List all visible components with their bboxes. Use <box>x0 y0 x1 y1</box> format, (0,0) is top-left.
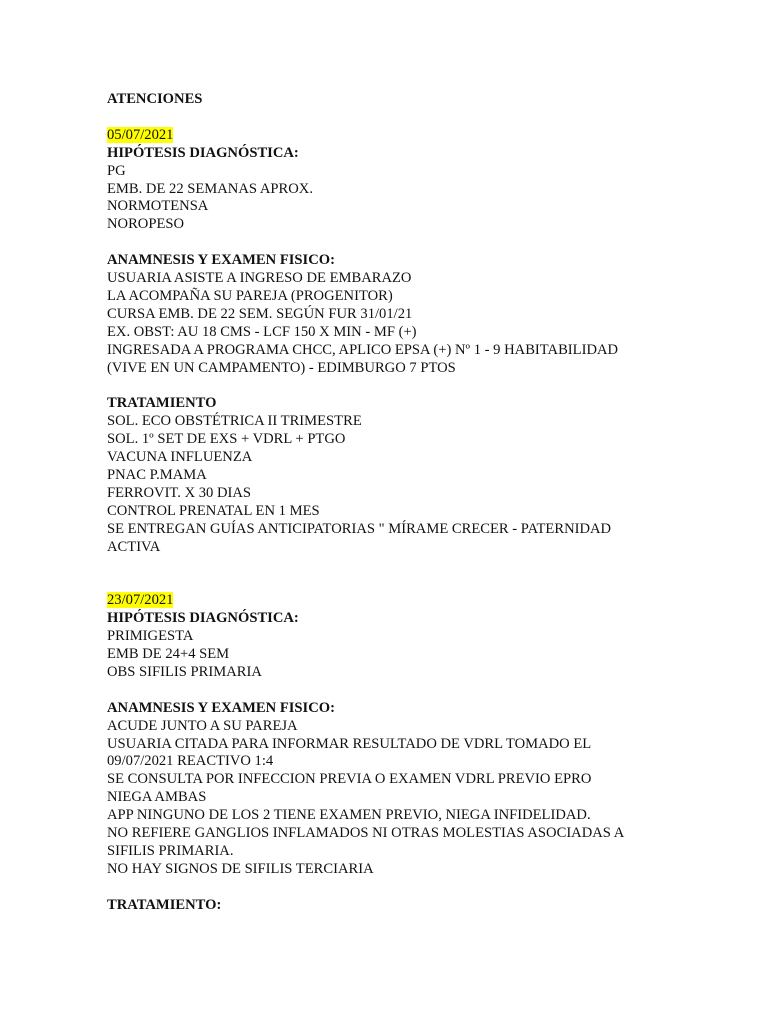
document-title: ATENCIONES <box>107 91 203 107</box>
diagnosis-line: PG <box>107 162 126 179</box>
treatment-line: SOL. ECO OBSTÉTRICA II TRIMESTRE <box>107 413 362 430</box>
treatment-line: SOL. 1º SET DE EXS + VDRL + PTGO <box>107 431 346 448</box>
spacer <box>107 377 667 395</box>
anamnesis-line: ACUDE JUNTO A SU PAREJA <box>107 717 298 734</box>
anamnesis-line: CURSA EMB. DE 22 SEM. SEGÚN FUR 31/01/21 <box>107 305 413 322</box>
visit-1 <box>107 127 667 557</box>
anamnesis-line: NIEGA AMBAS <box>107 789 207 806</box>
diagnosis-heading: HIPÓTESIS DIAGNÓSTICA: <box>107 610 299 627</box>
anamnesis-line: USUARIA ASISTE A INGRESO DE EMBARAZO <box>107 270 412 287</box>
diagnosis-line: NOROPESO <box>107 216 185 233</box>
anamnesis-line: USUARIA CITADA PARA INFORMAR RESULTADO DE VDRL TOMADO EL <box>107 735 592 752</box>
anamnesis-line: 09/07/2021 REACTIVO 1:4 <box>107 753 274 770</box>
diagnosis-line: OBS SIFILIS PRIMARIA <box>107 663 262 680</box>
anamnesis-line: LA ACOMPAÑA SU PAREJA (PROGENITOR) <box>107 287 393 304</box>
anamnesis-line: INGRESADA A PROGRAMA CHCC, APLICO EPSA (+) Nº 1 - 9 HABITABILIDAD <box>107 341 619 358</box>
diagnosis-line: EMB. DE 22 SEMANAS APROX. <box>107 180 313 197</box>
anamnesis-line: NO HAY SIGNOS DE SIFILIS TERCIARIA <box>107 860 374 877</box>
diagnosis-line: PRIMIGESTA <box>107 628 194 645</box>
visit-date: 23/07/2021 <box>107 592 174 609</box>
anamnesis-heading: ANAMNESIS Y EXAMEN FISICO: <box>107 699 335 716</box>
treatment-line: SE ENTREGAN GUÍAS ANTICIPATORIAS " MÍRAME CRECER - PATERNIDAD <box>107 520 612 537</box>
diagnosis-line: NORMOTENSA <box>107 198 209 215</box>
anamnesis-line: NO REFIERE GANGLIOS INFLAMADOS NI OTRAS MOLESTIAS ASOCIADAS A <box>107 825 625 842</box>
diagnosis-heading: HIPÓTESIS DIAGNÓSTICA: <box>107 144 299 161</box>
anamnesis-line: SE CONSULTA POR INFECCION PREVIA O EXAMEN VDRL PREVIO EPRO <box>107 771 592 788</box>
anamnesis-line: SIFILIS PRIMARIA. <box>107 842 234 859</box>
treatment-line: PNAC P.MAMA <box>107 466 207 483</box>
treatment-heading: TRATAMIENTO: <box>107 896 222 913</box>
spacer <box>107 234 667 252</box>
treatment-line: FERROVIT. X 30 DIAS <box>107 484 252 501</box>
visit-2 <box>107 592 667 914</box>
anamnesis-line: (VIVE EN UN CAMPAMENTO) - EDIMBURGO 7 PTOS <box>107 359 456 376</box>
spacer <box>107 879 667 897</box>
treatment-heading: TRATAMIENTO <box>107 395 217 412</box>
diagnosis-line: EMB DE 24+4 SEM <box>107 646 230 663</box>
spacer <box>107 682 667 700</box>
spacer <box>107 557 667 593</box>
anamnesis-line: EX. OBST: AU 18 CMS - LCF 150 X MIN - MF (+) <box>107 323 417 340</box>
treatment-line: ACTIVA <box>107 538 161 555</box>
anamnesis-line: APP NINGUNO DE LOS 2 TIENE EXAMEN PREVIO, NIEGA INFIDELIDAD. <box>107 807 591 824</box>
visit-date: 05/07/2021 <box>107 126 174 143</box>
spacer <box>107 109 667 127</box>
treatment-line: CONTROL PRENATAL EN 1 MES <box>107 502 320 519</box>
treatment-line: VACUNA INFLUENZA <box>107 449 253 466</box>
anamnesis-heading: ANAMNESIS Y EXAMEN FISICO: <box>107 252 335 269</box>
document-page <box>107 91 667 915</box>
